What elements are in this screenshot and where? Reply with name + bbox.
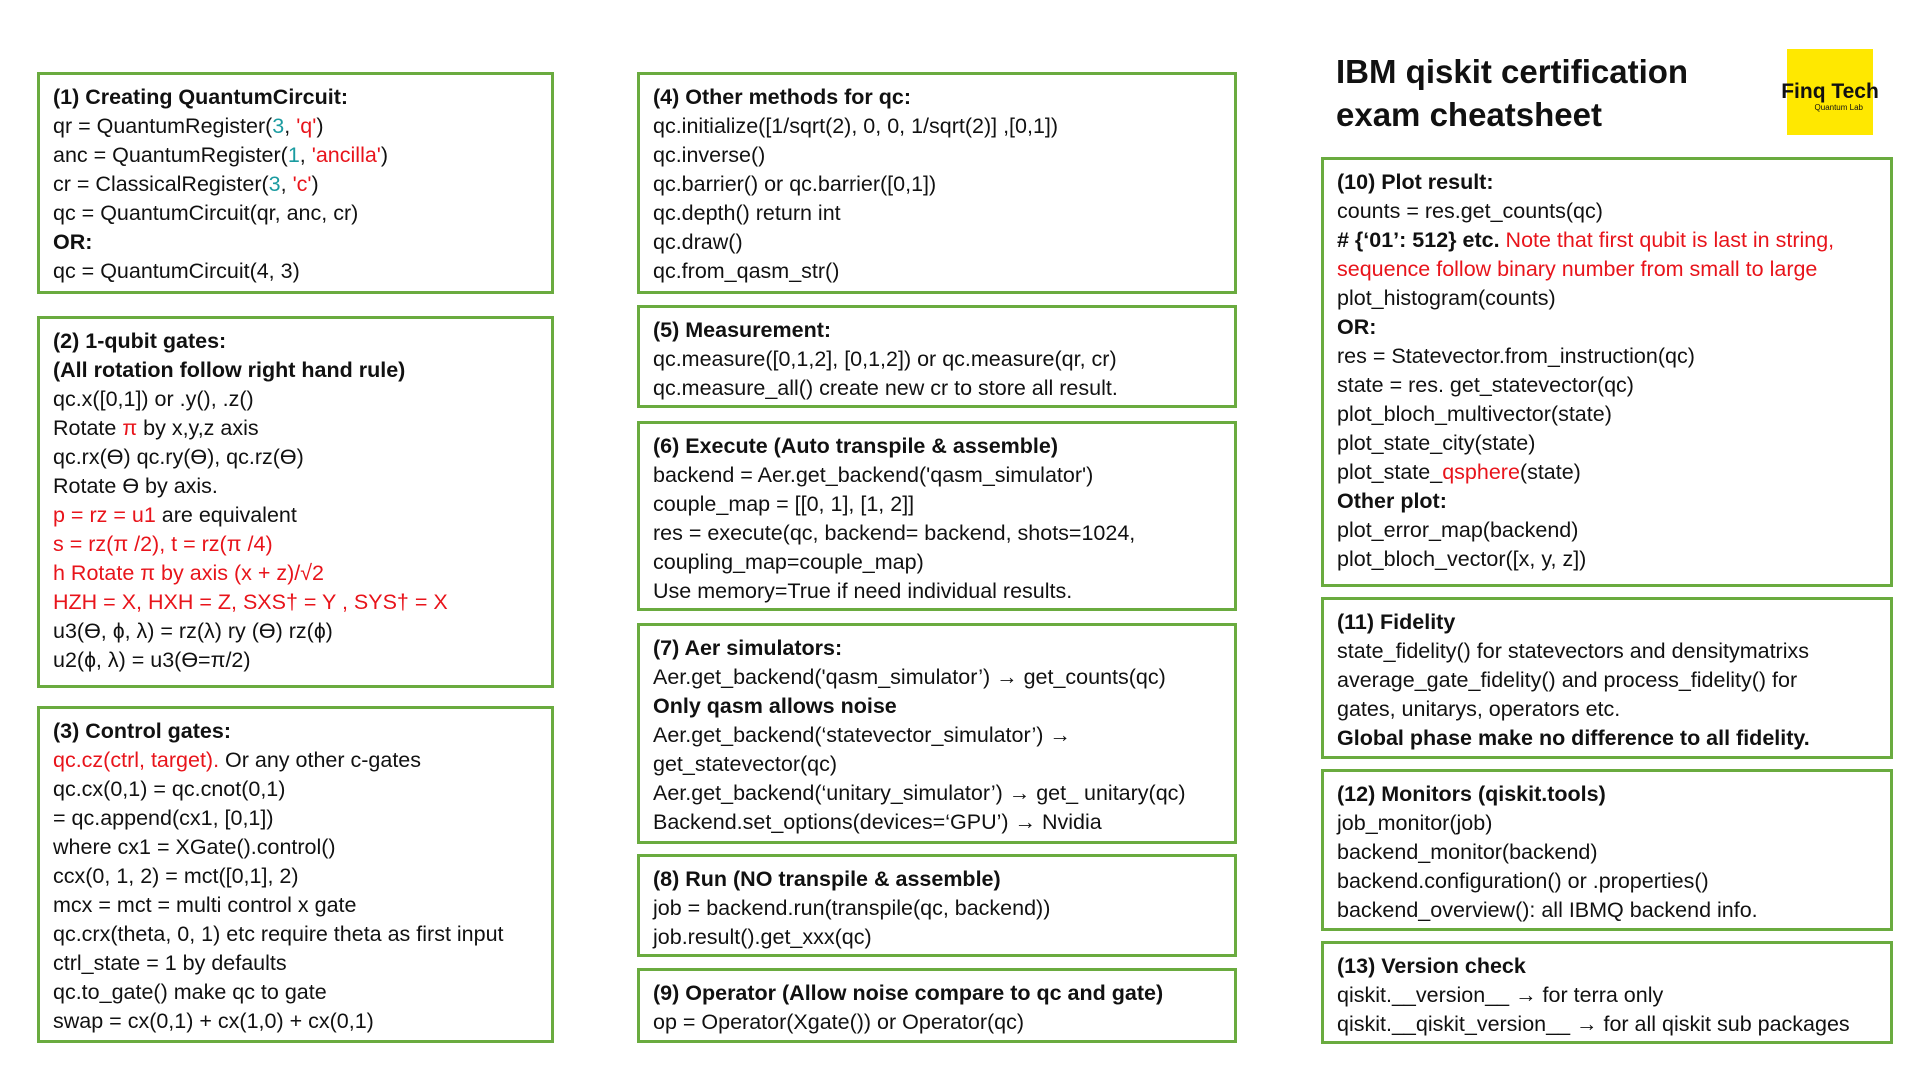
logo-brand: Finq Tech — [1781, 80, 1879, 103]
page-title-line2: exam cheatsheet — [1336, 96, 1602, 133]
page-title-line1: IBM qiskit certification — [1336, 53, 1689, 90]
section-title: (2) 1-qubit gates: — [53, 329, 227, 353]
code-line: Use memory=True if need individual results. — [653, 579, 1073, 603]
code-line: mcx = mct = multi control x gate — [53, 893, 357, 917]
note-line: Global phase make no difference to all fidelity. — [1337, 726, 1810, 750]
code-line: coupling_map=couple_map) — [653, 550, 924, 574]
code-line: qc.measure_all() create new cr to store all result. — [653, 376, 1118, 400]
code-line: anc = QuantumRegister(1, 'ancilla') — [53, 143, 389, 167]
section-title: (8) Run (NO transpile & assemble) — [653, 867, 1001, 891]
highlight-line: sequence follow binary number from small to large — [1337, 257, 1818, 281]
code-line: backend_overview(): all IBMQ backend info. — [1337, 898, 1758, 922]
code-line: op = Operator(Xgate()) or Operator(qc) — [653, 1010, 1025, 1034]
text-line: p = rz = u1 are equivalent — [53, 503, 297, 527]
code-line: plot_bloch_vector([x, y, z]) — [1337, 547, 1587, 571]
highlight-line: HZH = X, HXH = Z, SXS† = Y , SYS† = X — [53, 590, 448, 614]
code-line: job = backend.run(transpile(qc, backend)) — [653, 896, 1051, 920]
section-title: (1) Creating QuantumCircuit: — [53, 85, 349, 109]
code-line: backend.configuration() or .properties() — [1337, 869, 1709, 893]
code-line: qc = QuantumCircuit(qr, anc, cr) — [53, 201, 359, 225]
section-fidelity — [1321, 597, 1893, 759]
logo-subtitle: Quantum Lab — [1814, 103, 1863, 112]
code-line: qc.barrier() or qc.barrier([0,1]) — [653, 172, 937, 196]
code-line: qiskit.__qiskit_version__ → for all qiskit sub packages — [1337, 1012, 1850, 1036]
other-plot-label: Other plot: — [1337, 489, 1447, 513]
code-line: backend = Aer.get_backend('qasm_simulator') — [653, 463, 1094, 487]
code-line: job_monitor(job) — [1337, 811, 1493, 835]
code-line: where cx1 = XGate().control() — [53, 835, 336, 859]
code-line: state = res. get_statevector(qc) — [1337, 373, 1634, 397]
section-creating-circuit — [37, 72, 554, 294]
code-line: qc.depth() return int — [653, 201, 841, 225]
code-line: job.result().get_xxx(qc) — [653, 925, 872, 949]
code-line: Aer.get_backend(‘unitary_simulator’) → get_ unitary(qc) — [653, 781, 1186, 805]
code-line: Backend.set_options(devices=‘GPU’) → Nvidia — [653, 810, 1102, 834]
code-line: backend_monitor(backend) — [1337, 840, 1598, 864]
code-line: res = Statevector.from_instruction(qc) — [1337, 344, 1695, 368]
code-line: qc = QuantumCircuit(4, 3) — [53, 259, 300, 283]
section-1-qubit-gates — [37, 316, 554, 688]
section-operator — [637, 968, 1237, 1043]
code-line: ccx(0, 1, 2) = mct([0,1], 2) — [53, 864, 299, 888]
code-line: plot_bloch_multivector(state) — [1337, 402, 1612, 426]
section-aer-simulators — [637, 623, 1237, 844]
section-title: (3) Control gates: — [53, 719, 231, 743]
section-title: (4) Other methods for qc: — [653, 85, 912, 109]
text-line: gates, unitarys, operators etc. — [1337, 697, 1621, 721]
highlight-line: h Rotate π by axis (x + z)/√2 — [53, 561, 324, 585]
note-line: Only qasm allows noise — [653, 694, 897, 718]
code-line: get_statevector(qc) — [653, 752, 838, 776]
code-line: qc.initialize([1/sqrt(2), 0, 0, 1/sqrt(2)] ,[0,1]) — [653, 114, 1059, 138]
code-line: qc.measure([0,1,2], [0,1,2]) or qc.measure(qr, cr) — [653, 347, 1117, 371]
section-plot-result — [1321, 157, 1893, 587]
text-line: Rotate π by x,y,z axis — [53, 416, 259, 440]
code-line: plot_error_map(backend) — [1337, 518, 1579, 542]
section-title: (9) Operator (Allow noise compare to qc and gate) — [653, 981, 1164, 1005]
text-line: average_gate_fidelity() and process_fidelity() for — [1337, 668, 1798, 692]
section-title: (11) Fidelity — [1337, 610, 1456, 634]
finq-tech-logo — [1781, 49, 1879, 135]
code-line: = qc.append(cx1, [0,1]) — [53, 806, 274, 830]
section-title: (7) Aer simulators: — [653, 636, 843, 660]
code-line: qc.cx(0,1) = qc.cnot(0,1) — [53, 777, 286, 801]
highlight-line: s = rz(π /2), t = rz(π /4) — [53, 532, 273, 556]
code-line: u3(ϴ, ɸ, λ) = rz(λ) ry (ϴ) rz(ɸ) — [53, 619, 333, 643]
code-line: plot_histogram(counts) — [1337, 286, 1556, 310]
page-title — [1336, 50, 1688, 136]
text-line: state_fidelity() for statevectors and densitymatrixs — [1337, 639, 1809, 663]
or-label: OR: — [53, 230, 93, 254]
code-line: qc.draw() — [653, 230, 743, 254]
code-line: qc.inverse() — [653, 143, 766, 167]
code-line: qc.to_gate() make qc to gate — [53, 980, 327, 1004]
code-line: ctrl_state = 1 by defaults — [53, 951, 287, 975]
text-line: qc.cz(ctrl, target). Or any other c-gates — [53, 748, 422, 772]
code-line: qr = QuantumRegister(3, 'q') — [53, 114, 324, 138]
section-control-gates — [37, 706, 554, 1043]
section-title: (5) Measurement: — [653, 318, 832, 342]
code-line: Aer.get_backend('qasm_simulator’) → get_counts(qc) — [653, 665, 1166, 689]
section-other-methods — [637, 72, 1237, 294]
section-monitors — [1321, 769, 1893, 931]
code-line: qc.crx(theta, 0, 1) etc require theta as first input — [53, 922, 504, 946]
section-title: (10) Plot result: — [1337, 170, 1494, 194]
section-title: (6) Execute (Auto transpile & assemble) — [653, 434, 1059, 458]
code-line: plot_state_qsphere(state) — [1337, 460, 1581, 484]
code-line: counts = res.get_counts(qc) — [1337, 199, 1603, 223]
code-line: couple_map = [[0, 1], [1, 2]] — [653, 492, 915, 516]
code-line: qc.x([0,1]) or .y(), .z() — [53, 387, 254, 411]
code-line: qc.rx(ϴ) qc.ry(ϴ), qc.rz(ϴ) — [53, 445, 304, 469]
code-line: qiskit.__version__ → for terra only — [1337, 983, 1664, 1007]
section-version-check — [1321, 941, 1893, 1044]
code-line: qc.from_qasm_str() — [653, 259, 840, 283]
code-line: Aer.get_backend(‘statevector_simulator’) → — [653, 723, 1071, 747]
text-line: Rotate ϴ by axis. — [53, 474, 218, 498]
section-execute — [637, 421, 1237, 611]
code-line: cr = ClassicalRegister(3, 'c') — [53, 172, 319, 196]
code-line: plot_state_city(state) — [1337, 431, 1536, 455]
section-title: (13) Version check — [1337, 954, 1526, 978]
note-line: # {‘01’: 512} etc. Note that first qubit is last in string, — [1337, 228, 1835, 252]
code-line: swap = cx(0,1) + cx(1,0) + cx(0,1) — [53, 1009, 374, 1033]
code-line: res = execute(qc, backend= backend, shots=1024, — [653, 521, 1136, 545]
code-line: u2(ɸ, λ) = u3(ϴ=π/2) — [53, 648, 251, 672]
section-measurement — [637, 305, 1237, 408]
or-label: OR: — [1337, 315, 1377, 339]
section-title: (12) Monitors (qiskit.tools) — [1337, 782, 1606, 806]
note-line: (All rotation follow right hand rule) — [53, 358, 406, 382]
section-run — [637, 854, 1237, 957]
